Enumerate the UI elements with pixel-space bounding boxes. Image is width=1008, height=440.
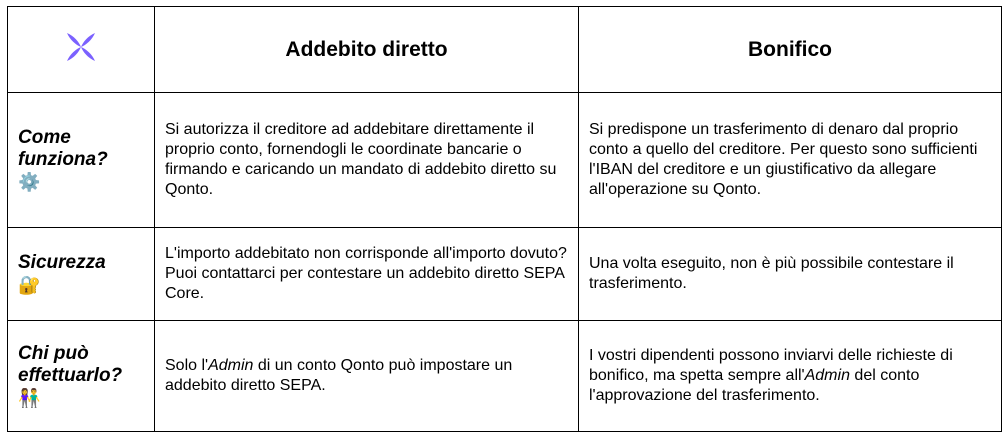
row-header [8,321,155,432]
row-header [8,228,155,321]
logo-cell [8,7,155,93]
column-header-transfer: Bonifico [579,7,1002,93]
table-row [8,228,1002,321]
direct-debit-cell: L'importo addebitato non corrisponde all'importo dovuto? Puoi contattarci per contestare un addebito diretto SEPA Core. [155,228,579,321]
gear-icon: ⚙️ [18,171,41,192]
row-label: Come funziona? [18,126,108,170]
column-header-direct-debit: Addebito diretto [155,7,579,93]
direct-debit-cell: Si autorizza il creditore ad addebitare direttamente il proprio conto, fornendogli le coordinate bancarie o firmando e caricando un mandato di addebito diretto su Qonto. [155,93,579,228]
row-header [8,93,155,228]
header-row [8,7,1002,93]
qonto-logo-icon [64,30,98,64]
cell-text: Solo l' [165,357,209,374]
direct-debit-cell [155,321,579,432]
people-icon: 👫 [18,387,41,408]
table-row [8,93,1002,228]
admin-term: Admin [804,367,850,384]
cell-text: del conto l'approvazione del trasferimento. [589,367,920,404]
transfer-cell [579,321,1002,432]
row-label: Chi può effettuarlo? [18,342,123,386]
table-row [8,321,1002,432]
row-label: Sicurezza [18,251,106,273]
cell-text: I vostri dipendenti possono inviarvi delle richieste di bonifico, ma spetta sempre all' [589,347,953,384]
transfer-cell: Si predispone un trasferimento di denaro dal proprio conto a quello del creditore. Per questo sono sufficienti l'IBAN del creditore e un giustificativo da allegare all'operazione su Qonto. [579,93,1002,228]
admin-term: Admin [208,357,254,374]
cell-text: di un conto Qonto può impostare un addebito diretto SEPA. [165,357,513,394]
transfer-cell: Una volta eseguito, non è più possibile contestare il trasferimento. [579,228,1002,321]
lock-icon: 🔐 [18,274,41,295]
comparison-table [7,6,1002,432]
